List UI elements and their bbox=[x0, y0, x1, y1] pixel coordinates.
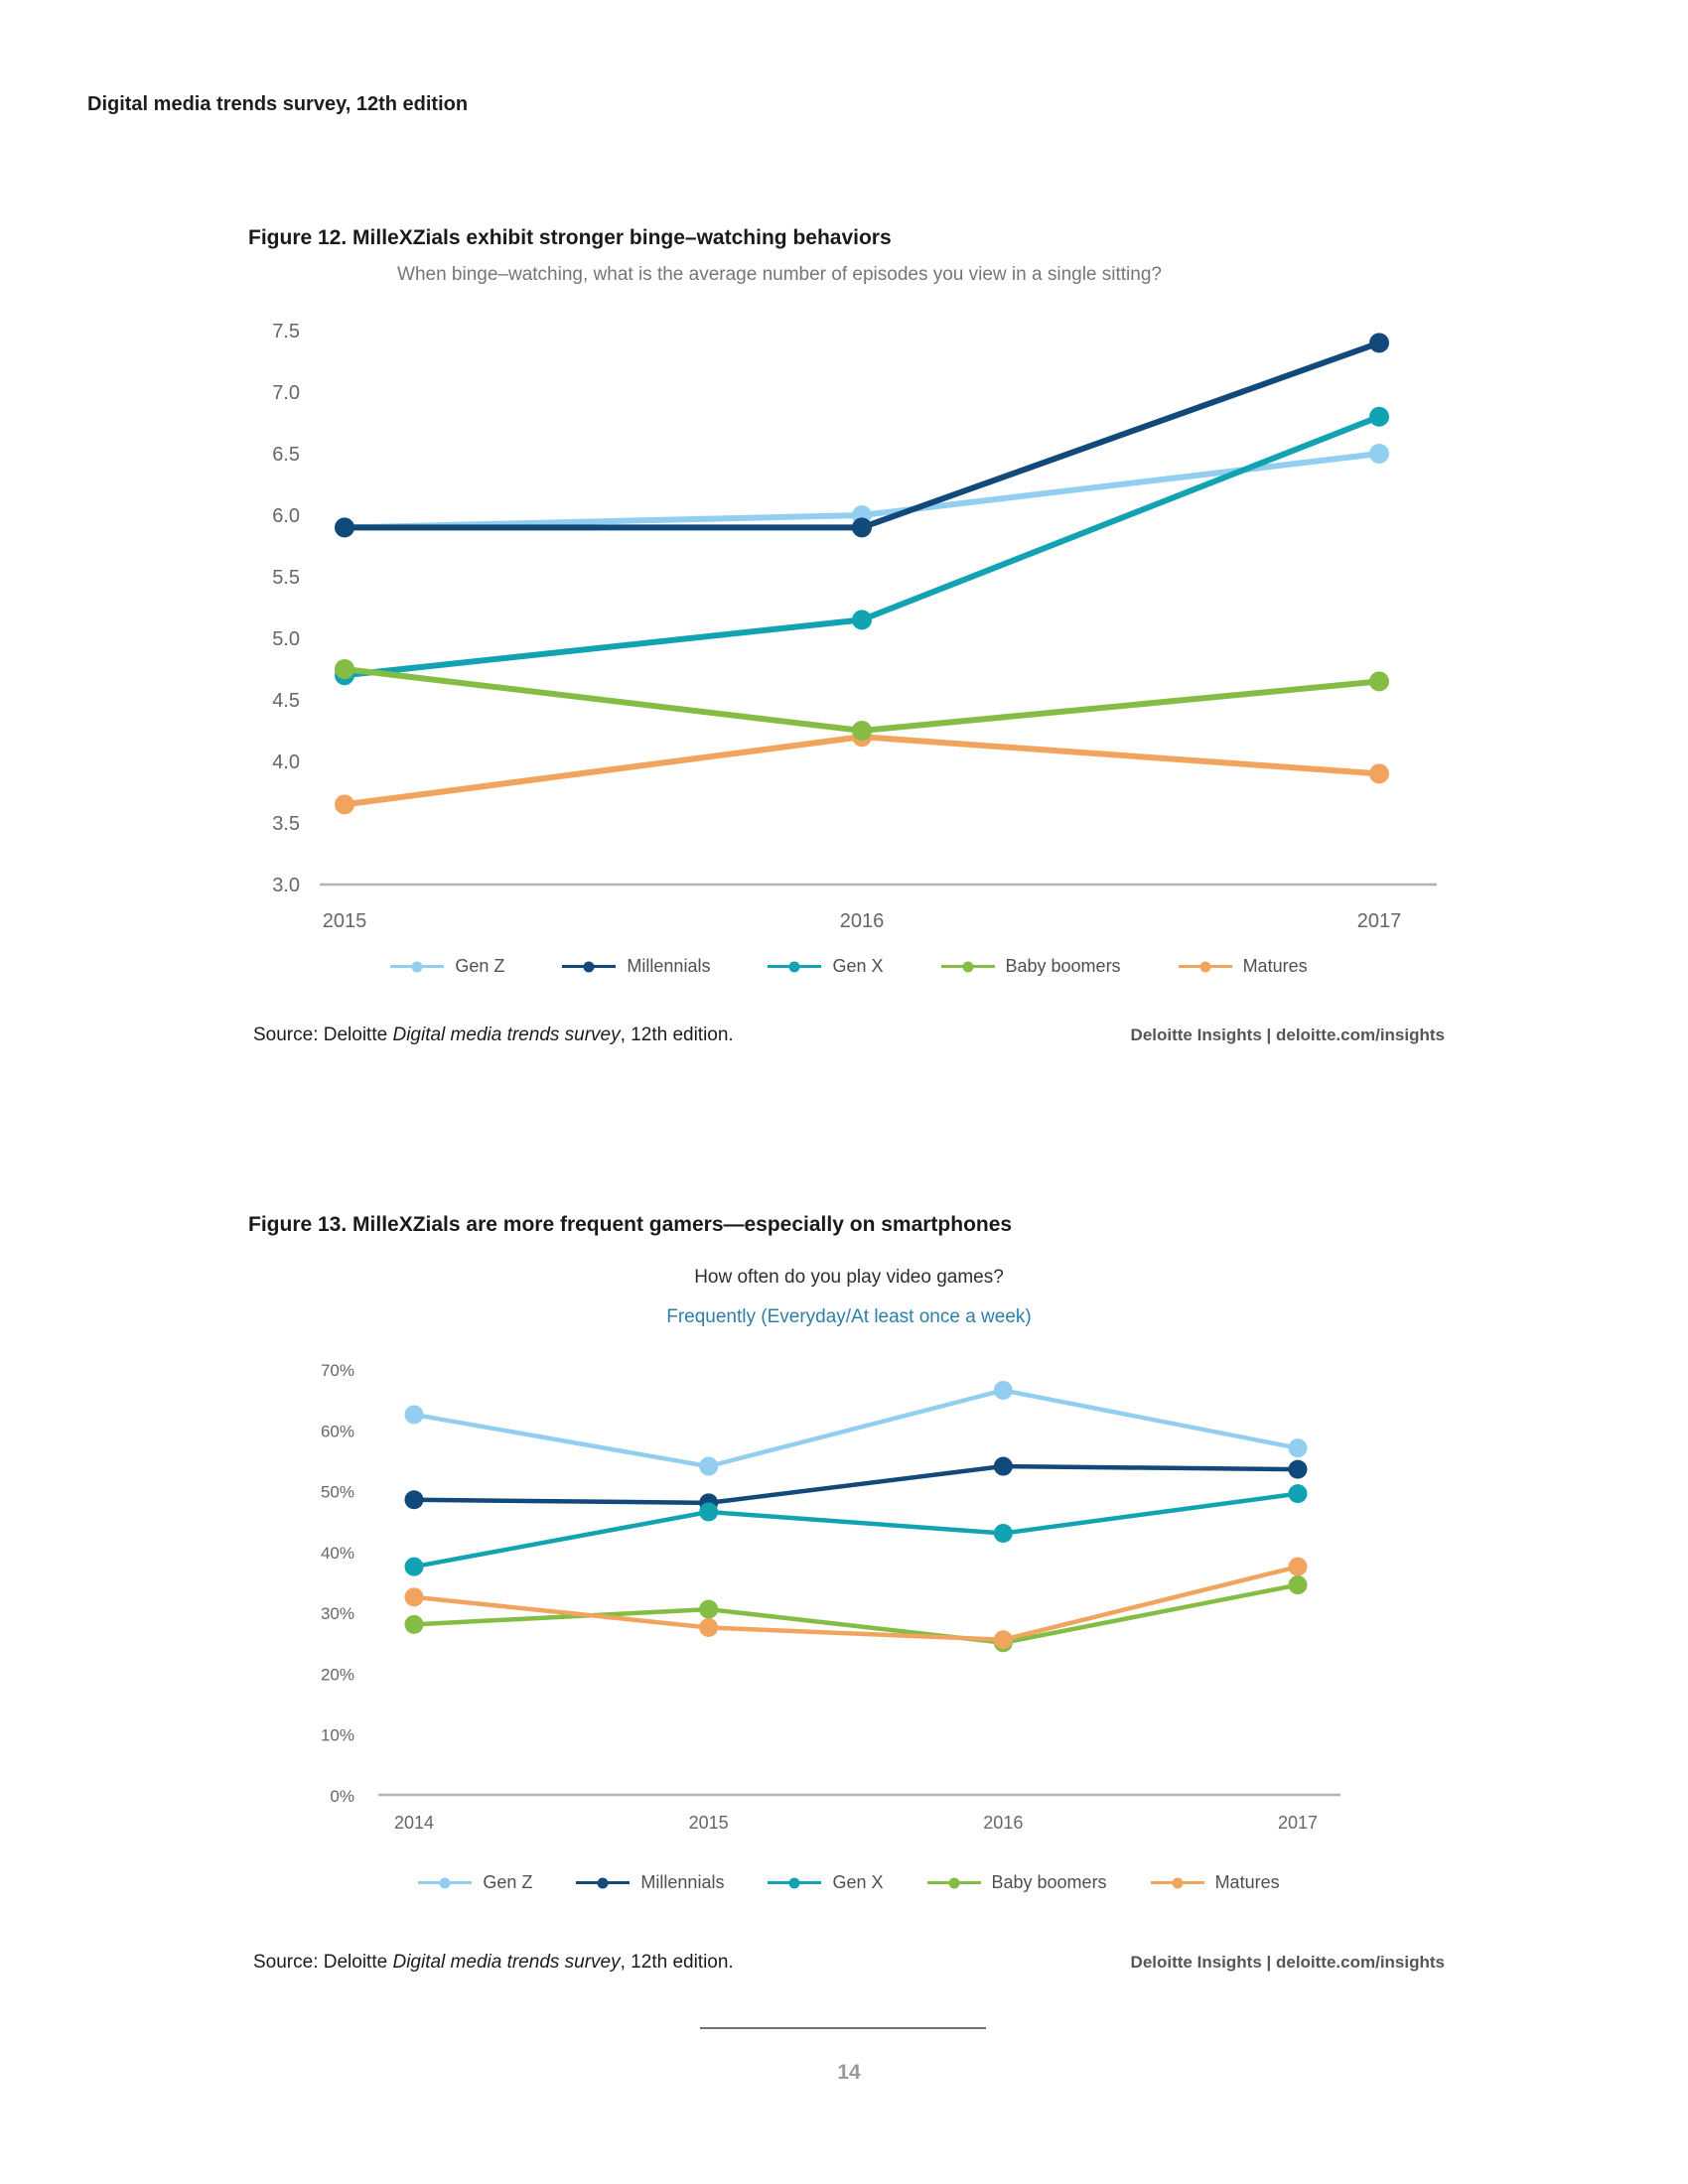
footer-divider bbox=[700, 2027, 986, 2029]
figure12-source bbox=[253, 1024, 734, 1046]
data-point-baby-boomers-2014 bbox=[405, 1615, 424, 1634]
legend-marker-icon bbox=[576, 1881, 630, 1884]
data-point-gen-x-2015 bbox=[699, 1503, 718, 1522]
figure13-line-chart bbox=[238, 1350, 1460, 1846]
data-point-gen-z-2017 bbox=[1369, 444, 1389, 464]
source-italic: Digital media trends survey bbox=[392, 1952, 621, 1973]
fig12-y-tick-label: 7.5 bbox=[272, 321, 300, 342]
legend-item-gen-x bbox=[768, 956, 883, 977]
data-point-matures-2015 bbox=[699, 1618, 718, 1637]
fig12-x-tick-label: 2016 bbox=[839, 910, 885, 932]
legend-item-matures bbox=[1179, 956, 1308, 977]
fig13-y-tick-label: 50% bbox=[320, 1482, 354, 1502]
figure12-line-chart bbox=[238, 298, 1460, 953]
series-line-gen-z bbox=[414, 1390, 1298, 1466]
source-suffix: , 12th edition. bbox=[620, 1952, 734, 1973]
figure13-legend bbox=[238, 1872, 1460, 1893]
data-point-millennials-2014 bbox=[405, 1490, 424, 1509]
legend-dot-icon bbox=[962, 961, 973, 972]
data-point-matures-2014 bbox=[405, 1587, 424, 1606]
legend-marker-icon bbox=[390, 965, 444, 968]
figure12-source-row bbox=[253, 1024, 1445, 1046]
fig12-x-tick-label: 2017 bbox=[1356, 910, 1402, 932]
legend-label: Baby boomers bbox=[991, 1872, 1107, 1892]
figure13-attribution: Deloitte Insights | deloitte.com/insights bbox=[1130, 1953, 1445, 1972]
series-line-gen-x bbox=[345, 417, 1379, 675]
data-point-millennials-2017 bbox=[1289, 1460, 1308, 1479]
fig13-x-tick-label: 2017 bbox=[1277, 1813, 1319, 1833]
fig13-y-tick-label: 10% bbox=[320, 1725, 354, 1745]
fig12-y-tick-label: 4.5 bbox=[272, 690, 300, 712]
legend-marker-icon bbox=[1151, 1881, 1204, 1884]
legend-marker-icon bbox=[768, 1881, 821, 1884]
figure13-title: Figure 13. MilleXZials are more frequent gamers—especially on smartphones bbox=[248, 1213, 1013, 1236]
source-prefix: Source: Deloitte bbox=[253, 1952, 393, 1973]
data-point-millennials-2016 bbox=[994, 1457, 1013, 1476]
data-point-gen-x-2014 bbox=[405, 1558, 424, 1576]
legend-label: Gen Z bbox=[483, 1872, 533, 1892]
legend-dot-icon bbox=[789, 1877, 800, 1888]
legend-item-gen-z bbox=[390, 956, 504, 977]
legend-label: Millennials bbox=[627, 956, 711, 976]
legend-dot-icon bbox=[584, 961, 595, 972]
legend-dot-icon bbox=[440, 1877, 451, 1888]
legend-label: Matures bbox=[1242, 956, 1308, 976]
legend-item-baby-boomers bbox=[941, 956, 1121, 977]
series-line-millennials bbox=[414, 1466, 1298, 1503]
data-point-gen-x-2017 bbox=[1369, 407, 1389, 427]
data-point-baby-boomers-2015 bbox=[699, 1600, 718, 1619]
legend-label: Millennials bbox=[640, 1872, 725, 1892]
fig12-y-tick-label: 5.5 bbox=[272, 567, 300, 589]
figure12-attribution: Deloitte Insights | deloitte.com/insights bbox=[1130, 1025, 1445, 1044]
legend-marker-icon bbox=[768, 965, 821, 968]
data-point-millennials-2016 bbox=[852, 517, 872, 537]
source-suffix: , 12th edition. bbox=[620, 1024, 734, 1045]
fig12-y-tick-label: 3.0 bbox=[272, 875, 300, 896]
legend-item-matures bbox=[1151, 1872, 1280, 1893]
fig12-y-tick-label: 4.0 bbox=[272, 751, 300, 773]
fig12-x-tick-label: 2015 bbox=[322, 910, 367, 932]
fig13-y-tick-label: 30% bbox=[320, 1604, 354, 1624]
fig13-x-tick-label: 2014 bbox=[393, 1813, 435, 1833]
fig12-y-tick-label: 7.0 bbox=[272, 382, 300, 404]
legend-item-millennials bbox=[562, 956, 710, 977]
data-point-matures-2017 bbox=[1369, 763, 1389, 783]
legend-item-gen-z bbox=[418, 1872, 532, 1893]
fig12-y-tick-label: 6.5 bbox=[272, 444, 300, 466]
fig13-y-tick-label: 0% bbox=[330, 1787, 354, 1806]
legend-dot-icon bbox=[948, 1877, 959, 1888]
source-prefix: Source: Deloitte bbox=[253, 1024, 393, 1045]
data-point-millennials-2015 bbox=[335, 517, 354, 537]
legend-dot-icon bbox=[1172, 1877, 1183, 1888]
legend-dot-icon bbox=[1199, 961, 1210, 972]
fig13-x-tick-label: 2016 bbox=[983, 1813, 1024, 1833]
legend-marker-icon bbox=[941, 965, 995, 968]
data-point-gen-z-2016 bbox=[994, 1381, 1013, 1400]
legend-dot-icon bbox=[789, 961, 800, 972]
legend-item-gen-x bbox=[768, 1872, 883, 1893]
data-point-millennials-2017 bbox=[1369, 333, 1389, 352]
data-point-gen-x-2017 bbox=[1289, 1484, 1308, 1503]
data-point-gen-x-2016 bbox=[852, 610, 872, 629]
figure12-title: Figure 12. MilleXZials exhibit stronger binge–watching behaviors bbox=[248, 226, 892, 249]
legend-dot-icon bbox=[598, 1877, 609, 1888]
legend-dot-icon bbox=[412, 961, 423, 972]
fig12-y-tick-label: 3.5 bbox=[272, 813, 300, 835]
legend-item-millennials bbox=[576, 1872, 724, 1893]
figure13-subtitle-frequency: Frequently (Everyday/At least once a week) bbox=[666, 1306, 1032, 1327]
figure13-source bbox=[253, 1952, 734, 1974]
fig12-y-tick-label: 5.0 bbox=[272, 628, 300, 650]
data-point-gen-x-2016 bbox=[994, 1524, 1013, 1543]
figure12-subtitle: When binge–watching, what is the average number of episodes you view in a single sitting? bbox=[397, 264, 1162, 285]
data-point-gen-z-2014 bbox=[405, 1405, 424, 1424]
legend-marker-icon bbox=[418, 1881, 472, 1884]
fig13-x-tick-label: 2015 bbox=[688, 1813, 729, 1833]
source-italic: Digital media trends survey bbox=[392, 1024, 621, 1045]
legend-marker-icon bbox=[1179, 965, 1232, 968]
page-number: 14 bbox=[837, 2061, 861, 2084]
data-point-baby-boomers-2017 bbox=[1369, 671, 1389, 691]
series-line-gen-x bbox=[414, 1494, 1298, 1568]
figure12-legend bbox=[238, 956, 1460, 977]
fig13-y-tick-label: 20% bbox=[320, 1665, 354, 1685]
legend-item-baby-boomers bbox=[927, 1872, 1107, 1893]
page-header: Digital media trends survey, 12th edition bbox=[87, 93, 469, 115]
figure13-subtitle-question: How often do you play video games? bbox=[694, 1267, 1004, 1288]
figure13-source-row bbox=[253, 1952, 1445, 1974]
data-point-baby-boomers-2015 bbox=[335, 659, 354, 679]
data-point-baby-boomers-2016 bbox=[852, 721, 872, 741]
legend-marker-icon bbox=[562, 965, 616, 968]
fig13-y-tick-label: 60% bbox=[320, 1422, 354, 1441]
series-line-matures bbox=[345, 737, 1379, 804]
legend-label: Baby boomers bbox=[1005, 956, 1121, 976]
fig12-y-tick-label: 6.0 bbox=[272, 505, 300, 527]
data-point-matures-2016 bbox=[994, 1630, 1013, 1649]
legend-label: Gen X bbox=[832, 956, 884, 976]
series-line-millennials bbox=[345, 342, 1379, 527]
data-point-gen-z-2017 bbox=[1289, 1438, 1308, 1457]
data-point-gen-z-2015 bbox=[699, 1457, 718, 1476]
legend-label: Matures bbox=[1214, 1872, 1280, 1892]
data-point-baby-boomers-2017 bbox=[1289, 1575, 1308, 1594]
series-line-matures bbox=[414, 1567, 1298, 1640]
fig13-y-tick-label: 70% bbox=[320, 1361, 354, 1380]
data-point-matures-2015 bbox=[335, 794, 354, 814]
data-point-matures-2017 bbox=[1289, 1558, 1308, 1576]
legend-label: Gen X bbox=[832, 1872, 884, 1892]
fig13-y-tick-label: 40% bbox=[320, 1543, 354, 1563]
legend-marker-icon bbox=[927, 1881, 981, 1884]
legend-label: Gen Z bbox=[455, 956, 505, 976]
